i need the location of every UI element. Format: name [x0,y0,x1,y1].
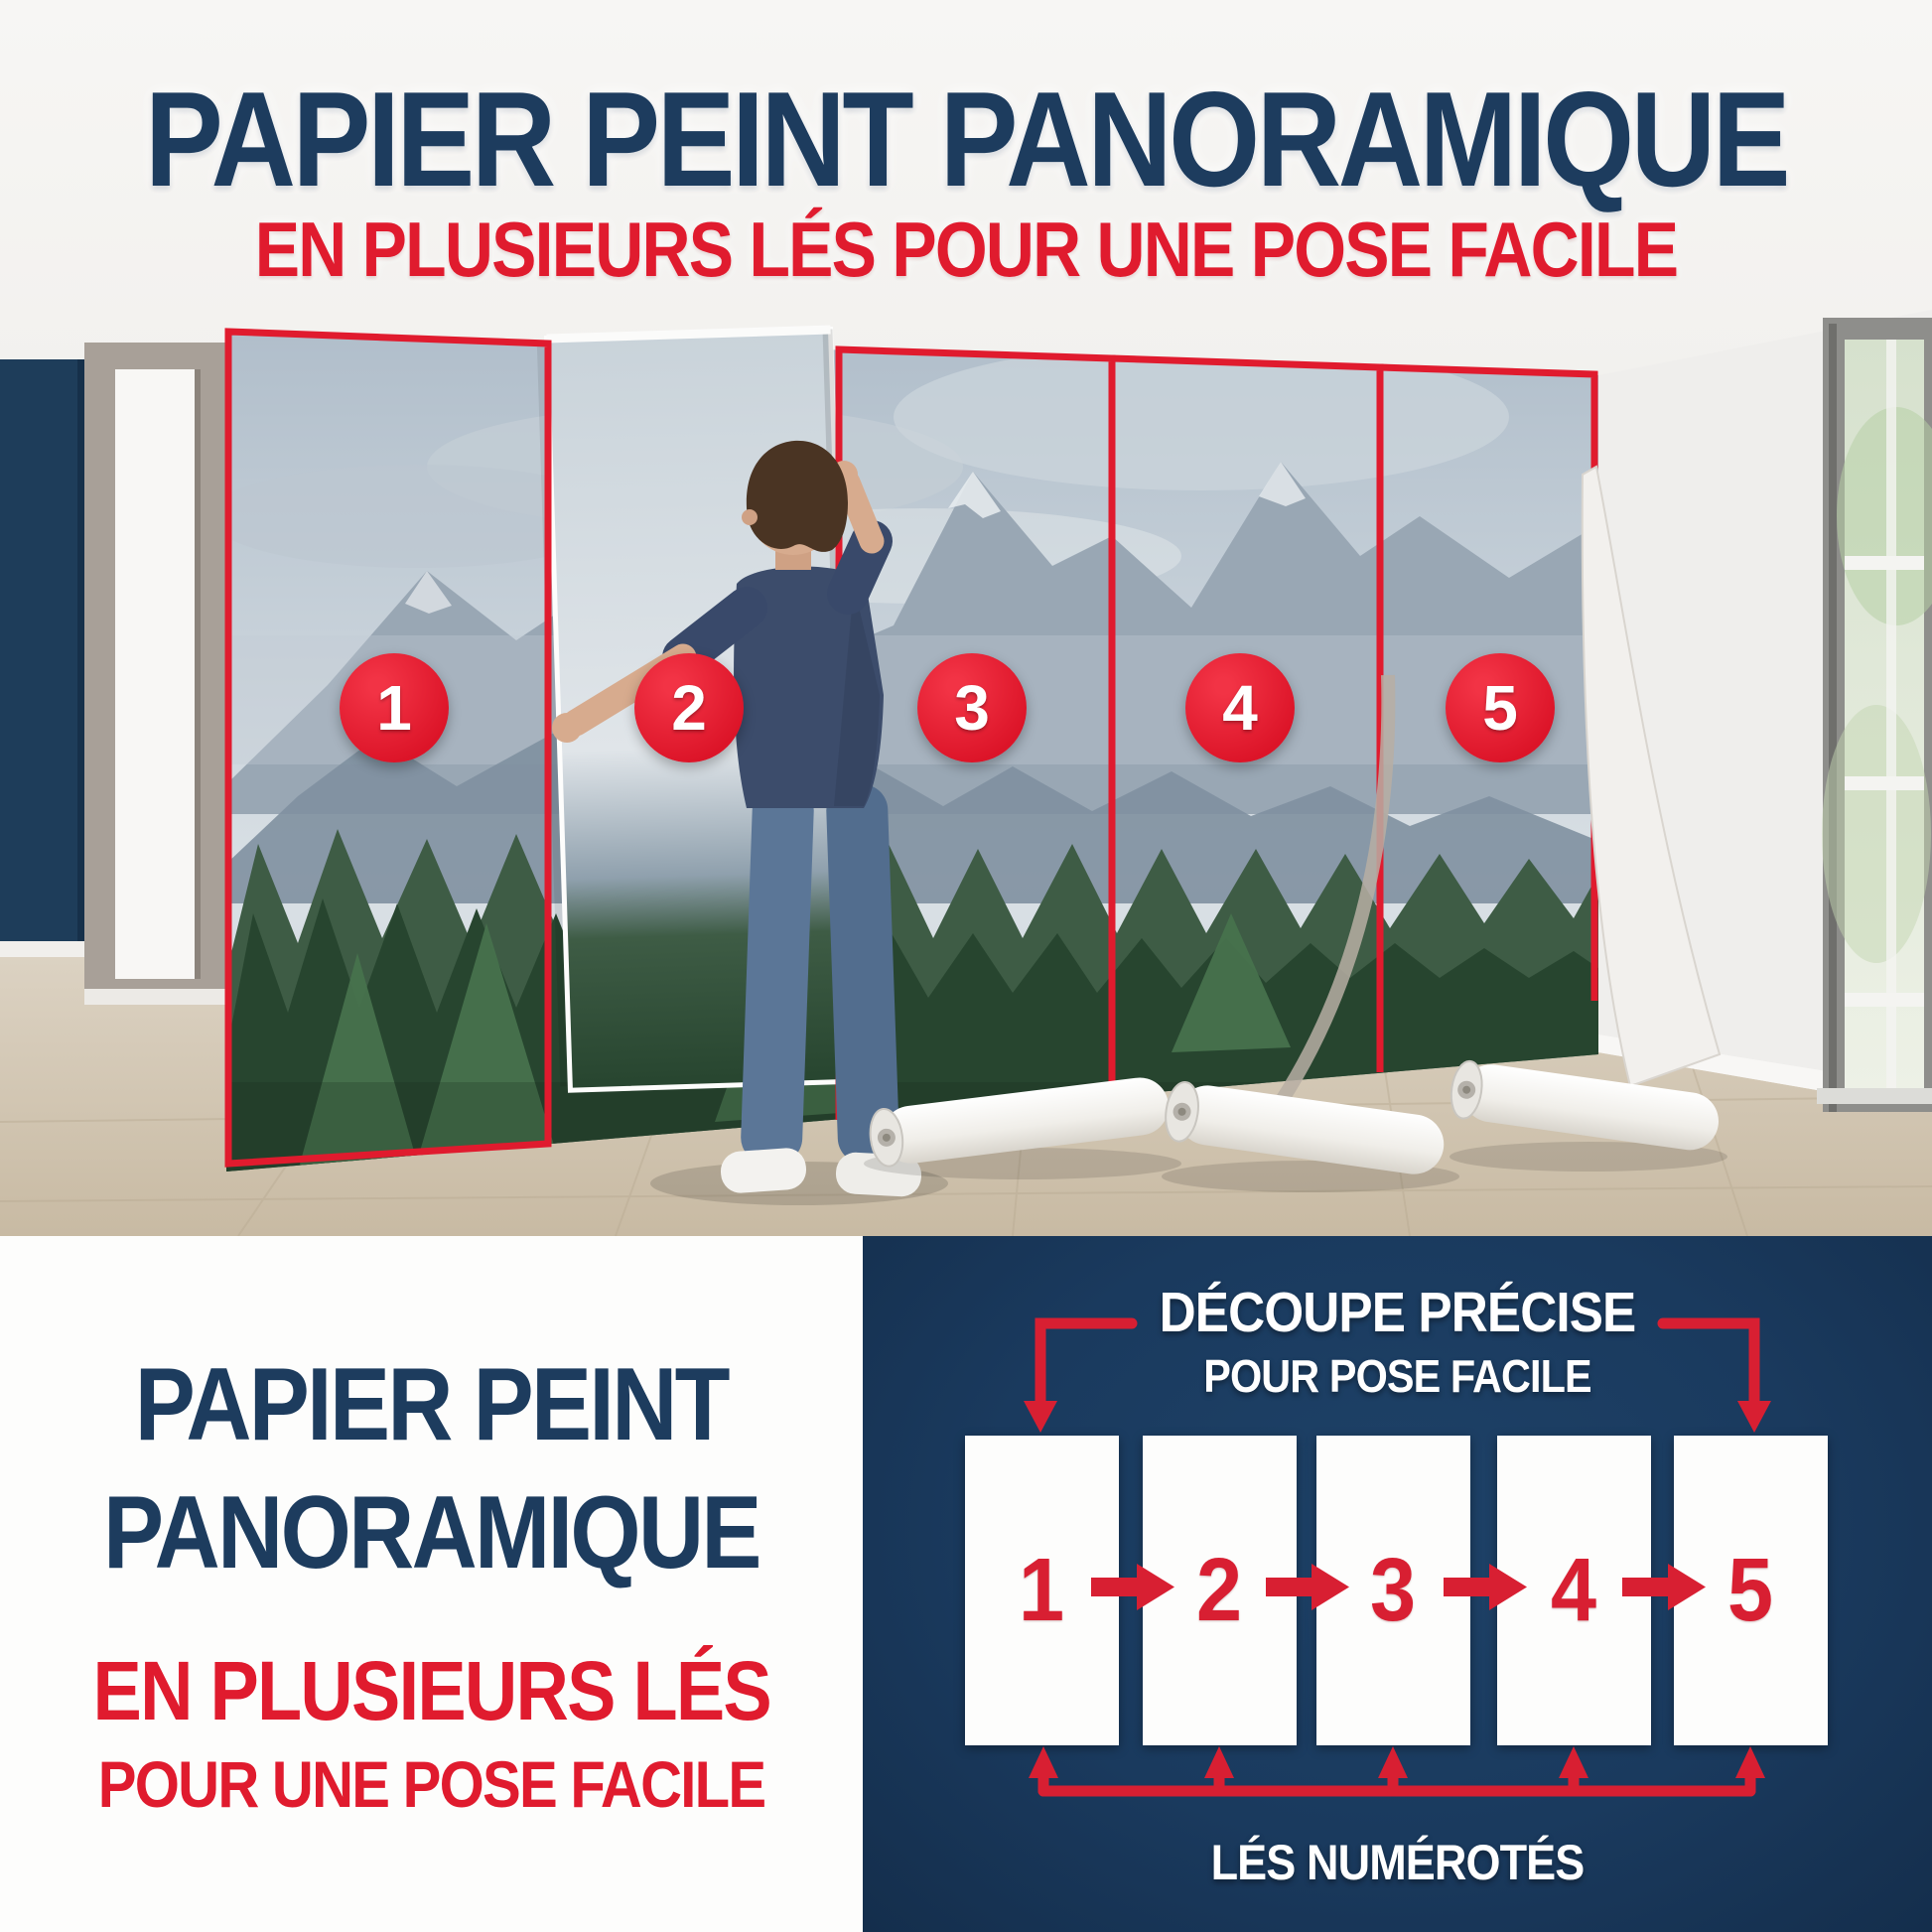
strip-1 [965,1436,1119,1745]
diagram-panel [863,1236,1932,1932]
strip-number: 5 [1727,1540,1774,1640]
arrow-up-icon [1029,1746,1058,1778]
panel-number: 2 [671,672,707,744]
panel-number-badge-2 [634,653,744,762]
arrow-up-icon [1378,1746,1408,1778]
diagram-footer-label: LÉS NUMÉROTÉS [1210,1835,1585,1890]
strip-2 [1143,1436,1297,1745]
arrow-up-icon [1204,1746,1234,1778]
strip-number: 4 [1551,1540,1597,1640]
panel-number-badge-1 [340,653,449,762]
page-subtitle: EN PLUSIEURS LÉS POUR UNE POSE FACILE [254,206,1678,293]
panel-number-badge-3 [917,653,1027,762]
tagline-line4: POUR UNE POSE FACILE [97,1746,765,1821]
tagline-line3: EN PLUSIEURS LÉS [92,1643,770,1737]
window [1817,318,1932,1112]
panel-number: 5 [1482,672,1518,744]
strip-4 [1497,1436,1651,1745]
panel-number: 1 [376,672,412,744]
tagline-line2: PANORAMIQUE [103,1475,759,1590]
diagram-heading-line2: POUR POSE FACILE [1203,1350,1591,1402]
arrowhead-down-icon [1024,1401,1057,1433]
panel-number: 4 [1222,672,1258,744]
arrow-up-icon [1735,1746,1765,1778]
strip-number: 2 [1196,1540,1243,1640]
page-title: PAPIER PEINT PANORAMIQUE [144,64,1788,214]
arrowhead-down-icon [1737,1401,1771,1433]
strip-3 [1316,1436,1470,1745]
left-accent-wall [0,359,84,957]
diagram-heading-line1: DÉCOUPE PRÉCISE [1159,1281,1636,1344]
panel-number-badge-5 [1446,653,1555,762]
arrow-up-icon [1559,1746,1588,1778]
strip-number: 3 [1370,1540,1417,1640]
tagline-line1: PAPIER PEINT [134,1347,729,1463]
bottom-left-panel [0,1236,863,1932]
panel-number: 3 [954,672,990,744]
side-wall-doorway [84,343,228,1005]
strip-number: 1 [1019,1540,1065,1640]
strip-5 [1674,1436,1828,1745]
panel-number-badge-4 [1185,653,1295,762]
